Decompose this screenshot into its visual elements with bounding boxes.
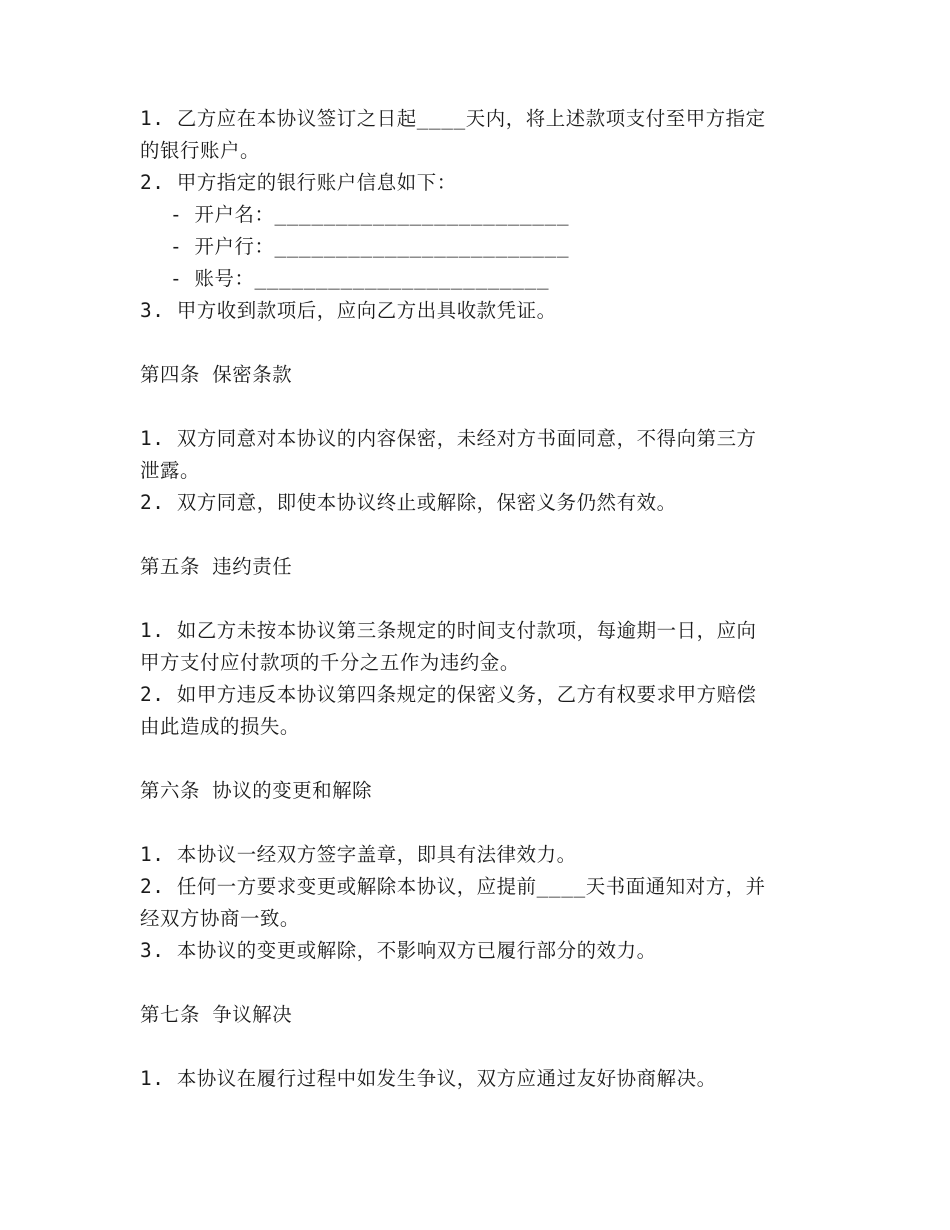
- article-5-clause-1-line-1: 1. 如乙方未按本协议第三条规定的时间支付款项，每逾期一日，应向: [140, 619, 757, 642]
- article-4-clause-1-line-2: 泄露。: [140, 459, 200, 482]
- article-7-clause-1: 1. 本协议在履行过程中如发生争议，双方应通过友好协商解决。: [140, 1067, 717, 1090]
- article-6-clause-2-line-1: 2. 任何一方要求变更或解除本协议，应提前____天书面通知对方，并: [140, 875, 766, 898]
- section-spacer: [140, 519, 810, 551]
- article-6-clause-3: 3. 本协议的变更或解除，不影响双方已履行部分的效力。: [140, 939, 657, 962]
- section-spacer: [140, 583, 810, 615]
- section-spacer: [140, 967, 810, 999]
- section-spacer: [140, 327, 810, 359]
- article-6-clause-2-line-2: 经双方协商一致。: [140, 907, 300, 930]
- payment-clause-3: 3. 甲方收到款项后，应向乙方出具收款凭证。: [140, 299, 557, 322]
- section-spacer: [140, 743, 810, 775]
- account-number-field: - 账号：________________________: [170, 267, 550, 290]
- article-4-clause-2: 2. 双方同意，即使本协议终止或解除，保密义务仍然有效。: [140, 491, 677, 514]
- section-spacer: [140, 807, 810, 839]
- article-5-clause-1-line-2: 甲方支付应付款项的千分之五作为违约金。: [140, 651, 520, 674]
- article-6-heading: 第六条 协议的变更和解除: [140, 779, 373, 802]
- payment-clause-1-line-1: 1. 乙方应在本协议签订之日起____天内，将上述款项支付至甲方指定: [140, 107, 766, 130]
- section-spacer: [140, 1031, 810, 1063]
- article-5-clause-2-line-1: 2. 如甲方违反本协议第四条规定的保密义务，乙方有权要求甲方赔偿: [140, 683, 757, 706]
- article-6-clause-1: 1. 本协议一经双方签字盖章，即具有法律效力。: [140, 843, 577, 866]
- section-spacer: [140, 391, 810, 423]
- payment-clause-2: 2. 甲方指定的银行账户信息如下：: [140, 171, 457, 194]
- account-bank-field: - 开户行：________________________: [170, 235, 570, 258]
- article-7-heading: 第七条 争议解决: [140, 1003, 293, 1026]
- article-4-clause-1-line-1: 1. 双方同意对本协议的内容保密，未经对方书面同意，不得向第三方: [140, 427, 757, 450]
- article-5-clause-2-line-2: 由此造成的损失。: [140, 715, 300, 738]
- payment-clause-1-line-2: 的银行账户。: [140, 139, 260, 162]
- article-4-heading: 第四条 保密条款: [140, 363, 293, 386]
- article-5-heading: 第五条 违约责任: [140, 555, 293, 578]
- account-name-field: - 开户名：________________________: [170, 203, 570, 226]
